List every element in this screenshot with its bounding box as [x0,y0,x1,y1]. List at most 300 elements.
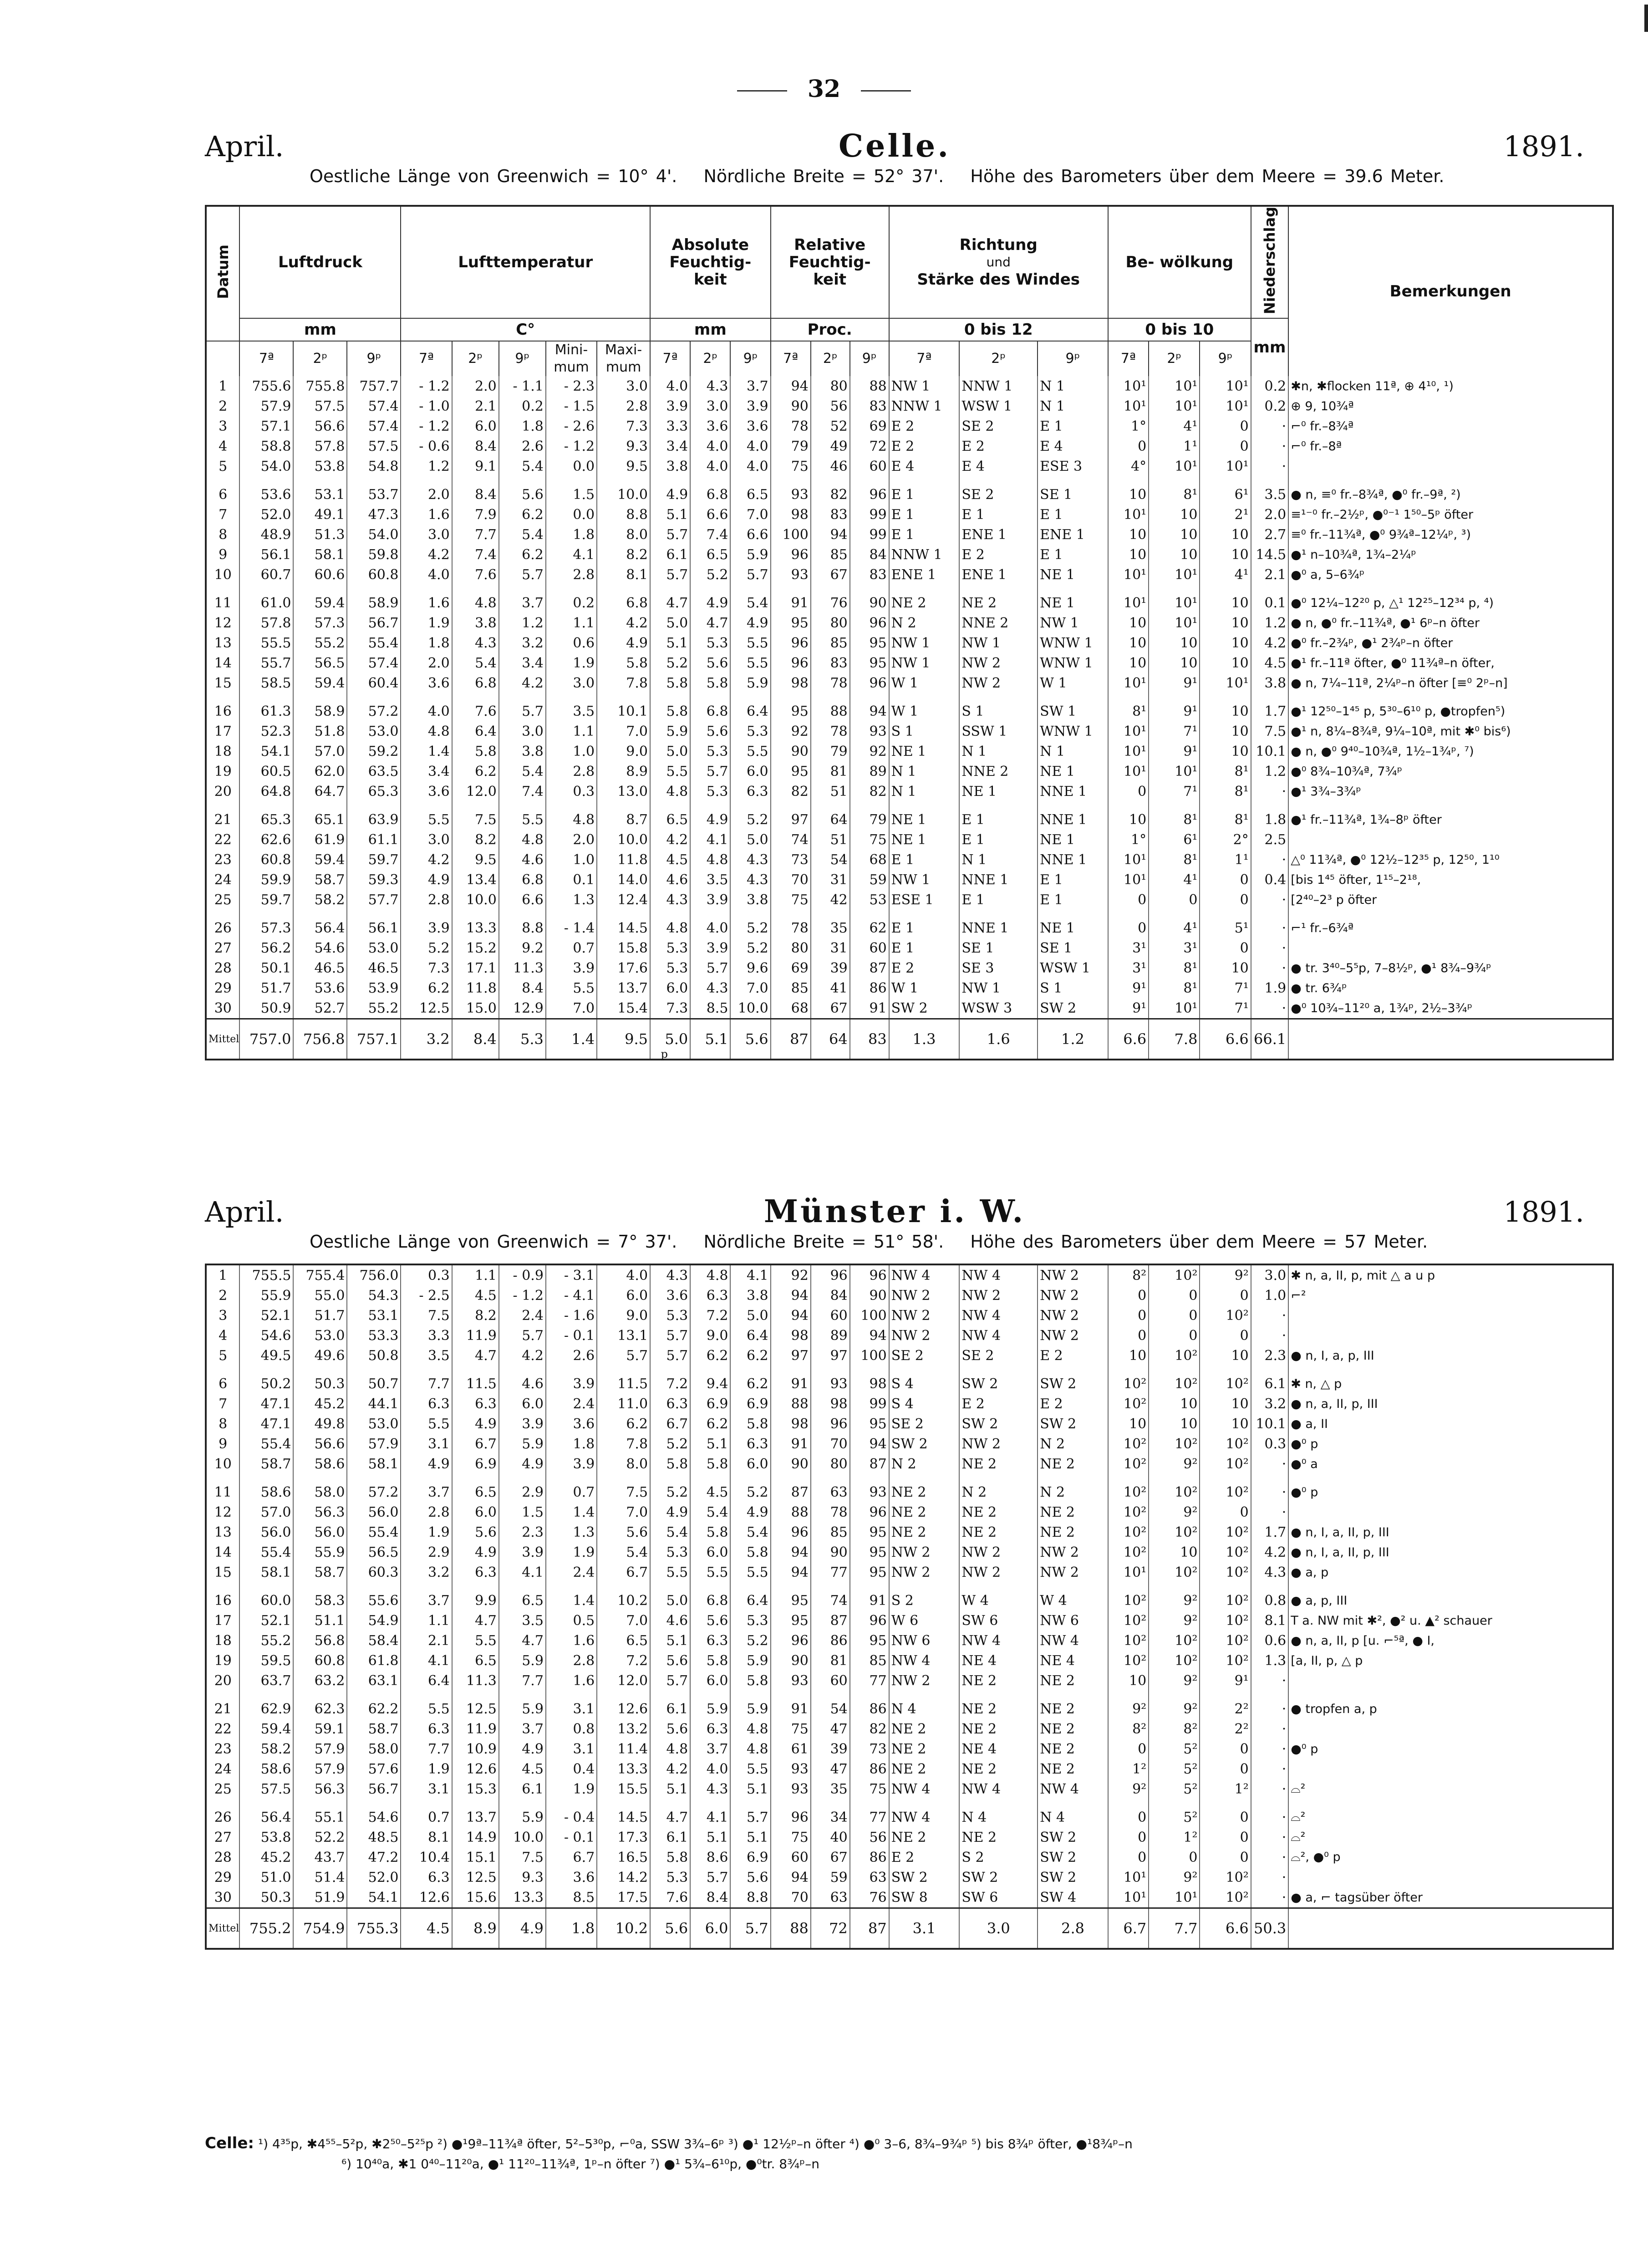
value-cell: 5.5 [546,978,597,998]
value-cell: NNW 1 [889,396,960,416]
value-cell: 5.5 [401,1414,452,1434]
value-cell: 6.3 [452,1562,499,1582]
value-cell: 5.5 [401,801,452,830]
value-cell: 0.4 [546,1759,597,1779]
value-cell: 6.3 [730,1434,770,1454]
value-cell: NNE 2 [959,761,1038,781]
value-cell: 4.1 [730,1264,770,1285]
value-cell: 4.9 [730,613,770,633]
table-row [206,1394,1613,1414]
value-cell: 85 [811,1522,850,1542]
value-cell: 81 [811,761,850,781]
table-row [206,1502,1613,1522]
value-cell: 5² [1149,1799,1200,1827]
value-cell: 10.1 [1251,1414,1288,1434]
value-cell: 67 [811,1847,850,1867]
value-cell: 53 [850,890,889,910]
value-cell: 5.4 [499,525,546,545]
value-cell: 87 [811,1611,850,1631]
table-row [206,565,1613,585]
value-cell: 4¹ [1149,416,1200,436]
value-cell: 6.3 [730,781,770,801]
value-cell: 3.5 [690,870,730,890]
value-cell: NE 2 [1038,1739,1108,1759]
value-cell: 4.3 [1251,1562,1288,1582]
value-cell: · [1251,1691,1288,1719]
value-cell: 60.5 [239,761,293,781]
value-cell: 5.4 [597,1542,650,1562]
table-row [206,1366,1613,1394]
value-cell: 62.6 [239,830,293,850]
value-cell: 12.5 [452,1691,499,1719]
value-cell: 8.4 [452,436,499,456]
value-cell: 3.2 [1251,1394,1288,1414]
value-cell: 47.2 [347,1847,401,1867]
value-cell: 83 [850,396,889,416]
value-cell: 8.7 [597,801,650,830]
value-cell: 6.8 [690,693,730,721]
value-cell: 63.2 [293,1671,347,1691]
remark-cell: ●⁰ fr.–2¾ᵖ, ●¹ 2¾ᵖ–n öfter [1288,633,1613,653]
value-cell: 0.1 [546,870,597,890]
remark-cell: ● n, a, II, p, III [1288,1394,1613,1414]
value-cell: 10² [1149,1562,1200,1582]
value-cell: 7.7 [401,1366,452,1394]
col-2p: 2ᵖ [452,341,499,376]
value-cell: E 1 [959,505,1038,525]
mean-cell: 7.8 [1149,1019,1200,1060]
value-cell: 90 [771,396,811,416]
value-cell: - 0.1 [546,1325,597,1346]
value-cell: NW 1 [889,376,960,396]
value-cell: 10.0 [452,890,499,910]
value-cell: 45.2 [293,1394,347,1414]
value-cell: 5.7 [650,1346,690,1366]
value-cell: 11.9 [452,1325,499,1346]
value-cell: 10¹ [1108,565,1149,585]
value-cell: 58.0 [293,1474,347,1502]
value-cell: NW 1 [959,633,1038,653]
value-cell: 55.9 [239,1285,293,1305]
value-cell: 10² [1108,1631,1149,1651]
value-cell: 4.9 [690,585,730,613]
value-cell: 15.4 [597,998,650,1019]
value-cell: 10 [1108,653,1149,673]
table-row [206,545,1613,565]
value-cell: NE 2 [959,1719,1038,1739]
value-cell: 56.5 [293,653,347,673]
value-cell: 59.3 [347,870,401,890]
value-cell: 9¹ [1149,741,1200,761]
value-cell: ENE 1 [889,565,960,585]
value-cell: 7.9 [452,505,499,525]
value-cell: NE 2 [889,1719,960,1739]
remark-cell: ●¹ n, 8¼–8¾ª, 9¼–10ª, mit ✱⁰ bis⁶) [1288,721,1613,741]
value-cell: 1.8 [1251,801,1288,830]
value-cell: NE 2 [1038,1454,1108,1474]
remark-cell: ⌐¹ fr.–6¾ª [1288,910,1613,938]
value-cell: 13.0 [597,781,650,801]
value-cell: 94 [771,1562,811,1582]
value-cell: 7¹ [1200,978,1251,998]
value-cell: 755.5 [239,1264,293,1285]
value-cell: 10² [1149,1631,1200,1651]
value-cell: SE 2 [889,1346,960,1366]
value-cell: 96 [771,653,811,673]
value-cell: 1.5 [499,1502,546,1522]
value-cell: 80 [811,1454,850,1474]
value-cell: NW 1 [1038,613,1108,633]
value-cell: N 1 [1038,376,1108,396]
value-cell: NE 2 [889,1827,960,1847]
value-cell: 17.5 [597,1887,650,1908]
value-cell: E 2 [1038,1346,1108,1366]
value-cell: 3.5 [1251,476,1288,505]
value-cell: 6.4 [730,693,770,721]
value-cell: E 1 [889,505,960,525]
table-row [206,1264,1613,1285]
value-cell: 4.6 [499,850,546,870]
value-cell: 93 [811,1366,850,1394]
value-cell: 10² [1200,1867,1251,1887]
value-cell: 2.0 [401,476,452,505]
value-cell: 51.7 [293,1305,347,1325]
value-cell: 6.5 [650,801,690,830]
value-cell: 4.5 [690,1474,730,1502]
value-cell: - 2.5 [401,1285,452,1305]
value-cell: 47.1 [239,1414,293,1434]
value-cell: 2.8 [401,1502,452,1522]
value-cell: NNE 1 [959,910,1038,938]
value-cell: 52.1 [239,1305,293,1325]
value-cell: W 6 [889,1611,960,1631]
table-row [206,1631,1613,1651]
value-cell: 0 [1108,781,1149,801]
day-cell: 26 [206,910,239,938]
value-cell: 5.9 [499,1651,546,1671]
remark-cell [1288,1671,1613,1691]
value-cell: 12.5 [452,1867,499,1887]
value-cell: 10² [1200,1631,1251,1651]
value-cell: 6.2 [690,1346,730,1366]
mean-cell: 1.3 [889,1019,960,1060]
value-cell: 58.6 [239,1474,293,1502]
table-row [206,1305,1613,1325]
value-cell: 5.0 [650,741,690,761]
value-cell: 57.5 [239,1779,293,1799]
value-cell: 10.2 [597,1582,650,1611]
value-cell: 2¹ [1200,505,1251,525]
value-cell: 91 [850,1582,889,1611]
value-cell: 57.5 [293,396,347,416]
value-cell: NE 2 [959,585,1038,613]
value-cell: 86 [850,1691,889,1719]
value-cell: 4.0 [401,693,452,721]
value-cell: 96 [850,1502,889,1522]
day-cell: 9 [206,1434,239,1454]
value-cell: 6.6 [499,890,546,910]
value-cell: NW 2 [1038,1542,1108,1562]
table-row [206,1651,1613,1671]
value-cell: NNE 1 [1038,850,1108,870]
value-cell: 4.5 [1251,653,1288,673]
remark-cell: ● n, I, a, II, p, III [1288,1522,1613,1542]
value-cell: 8¹ [1149,476,1200,505]
value-cell: N 4 [1038,1799,1108,1827]
value-cell: 98 [771,1325,811,1346]
value-cell: 12.0 [452,781,499,801]
value-cell: · [1251,436,1288,456]
value-cell: 95 [771,1582,811,1611]
value-cell: 88 [771,1394,811,1414]
col-2p: 2ᵖ [690,341,730,376]
mean-cell: 1.4 [546,1019,597,1060]
value-cell: 60.8 [293,1651,347,1671]
value-cell: 8.8 [730,1887,770,1908]
value-cell: 0 [1108,1799,1149,1827]
value-cell: 10 [1200,958,1251,978]
value-cell: 3.3 [650,416,690,436]
mean-cell: 6.6 [1200,1019,1251,1060]
value-cell: 5.3 [650,1305,690,1325]
value-cell: 5.5 [452,1631,499,1651]
value-cell: 65.3 [347,781,401,801]
value-cell: 0 [1149,1285,1200,1305]
value-cell: 6.2 [730,1366,770,1394]
value-cell: - 1.1 [499,376,546,396]
value-cell: 56.5 [347,1542,401,1562]
value-cell: 17.1 [452,958,499,978]
col-9p: 9ᵖ [850,341,889,376]
value-cell: NE 2 [1038,1502,1108,1522]
page-number: 32 [0,75,1648,103]
value-cell: 53.1 [293,476,347,505]
value-cell: 10² [1200,1454,1251,1474]
mean-cell: 5.0 [650,1019,690,1060]
value-cell: 17.3 [597,1827,650,1847]
value-cell: 57.4 [347,653,401,673]
remark-cell: ● a, p [1288,1562,1613,1582]
value-cell: 756.0 [347,1264,401,1285]
table-row [206,1414,1613,1434]
value-cell: 10² [1200,1887,1251,1908]
value-cell: 95 [850,1542,889,1562]
mean-cell [1288,1908,1613,1949]
remark-cell: ● tr. 6¾ᵖ [1288,978,1613,998]
value-cell: 10¹ [1149,376,1200,396]
day-cell: 30 [206,998,239,1019]
value-cell: 4.1 [401,1651,452,1671]
value-cell: 93 [771,1779,811,1799]
value-cell: ENE 1 [959,525,1038,545]
value-cell: SW 6 [959,1887,1038,1908]
value-cell: 1.4 [546,1502,597,1522]
value-cell: NW 4 [959,1779,1038,1799]
value-cell: 16.5 [597,1847,650,1867]
value-cell: 6.3 [690,1719,730,1739]
day-cell: 15 [206,1562,239,1582]
value-cell: 10 [1149,525,1200,545]
value-cell: 5.9 [650,721,690,741]
value-cell: 70 [771,870,811,890]
value-cell: SW 2 [959,1366,1038,1394]
value-cell: 60.6 [293,565,347,585]
value-cell: NE 1 [1038,830,1108,850]
value-cell: 10¹ [1200,376,1251,396]
value-cell: 10² [1149,1522,1200,1542]
value-cell: 2.4 [546,1562,597,1582]
value-cell: 0 [1149,890,1200,910]
value-cell: SW 2 [1038,1827,1108,1847]
value-cell: 8.2 [452,830,499,850]
value-cell: NW 2 [889,1671,960,1691]
value-cell: 70 [771,1887,811,1908]
value-cell: · [1251,1305,1288,1325]
value-cell: 2.6 [499,436,546,456]
value-cell: 70 [811,1434,850,1454]
header-rel-feuchtigkeit: Relative Feuchtig- keit [788,236,871,289]
value-cell: 59.5 [239,1651,293,1671]
value-cell: 11.5 [452,1366,499,1394]
value-cell: 10¹ [1149,396,1200,416]
table-row [206,998,1613,1019]
value-cell: 8.0 [597,1454,650,1474]
value-cell: 0 [1200,1325,1251,1346]
value-cell: 0.7 [546,1474,597,1502]
value-cell: 9.2 [499,938,546,958]
value-cell: 5.9 [499,1799,546,1827]
value-cell: 755.6 [239,376,293,396]
day-cell: 15 [206,673,239,693]
remark-cell [1288,1719,1613,1739]
day-cell: 28 [206,1847,239,1867]
value-cell: SE 2 [959,416,1038,436]
value-cell: 52.2 [293,1827,347,1847]
day-cell: 4 [206,1325,239,1346]
value-cell: 8.5 [690,998,730,1019]
value-cell: 12.6 [597,1691,650,1719]
value-cell: 8.1 [401,1827,452,1847]
value-cell: 64.8 [239,781,293,801]
value-cell: NW 4 [889,1779,960,1799]
value-cell: 63 [811,1474,850,1502]
value-cell: 48.9 [239,525,293,545]
value-cell: SW 2 [889,1434,960,1454]
value-cell: 11.3 [452,1671,499,1691]
value-cell: 11.8 [452,978,499,998]
day-cell: 12 [206,1502,239,1522]
day-cell: 10 [206,1454,239,1474]
header-bewolkung: Be- wölkung [1125,253,1234,272]
value-cell: 10² [1200,1542,1251,1562]
value-cell: 78 [811,721,850,741]
remark-cell: ⌐² [1288,1285,1613,1305]
header-datum: Datum [214,245,232,299]
value-cell: 56.3 [293,1502,347,1522]
value-cell: 4.2 [650,1759,690,1779]
value-cell: 80 [811,613,850,633]
value-cell: 59.7 [239,890,293,910]
value-cell: 10 [1108,613,1149,633]
mean-cell: 5.6 [730,1019,770,1060]
value-cell: 57.1 [239,416,293,436]
table-body [206,376,1613,1060]
value-cell: 1.6 [401,585,452,613]
value-cell: 3.4 [401,761,452,781]
value-cell: 48.5 [347,1827,401,1847]
value-cell: NW 4 [1038,1631,1108,1651]
value-cell: 10² [1200,1305,1251,1325]
value-cell: 53.6 [239,476,293,505]
table-row [206,870,1613,890]
value-cell: 9² [1149,1611,1200,1631]
value-cell: 5.6 [452,1522,499,1542]
value-cell: NW 2 [1038,1562,1108,1582]
value-cell: 6.2 [690,1414,730,1434]
day-cell: 18 [206,1631,239,1651]
value-cell: 5.3 [650,1542,690,1562]
remark-cell: ●⁰ p [1288,1739,1613,1759]
value-cell: 5.7 [730,565,770,585]
value-cell: E 2 [889,1847,960,1867]
value-cell: 84 [811,1285,850,1305]
value-cell: 10 [1108,1414,1149,1434]
value-cell: 85 [771,978,811,998]
value-cell: 10¹ [1200,456,1251,476]
value-cell: 0.2 [499,396,546,416]
value-cell: 12.9 [499,998,546,1019]
value-cell: 5.6 [650,1719,690,1739]
value-cell: 5.2 [650,1434,690,1454]
value-cell: 0.6 [1251,1631,1288,1651]
value-cell: 63 [811,1887,850,1908]
value-cell: 4.9 [499,1739,546,1759]
value-cell: S 2 [959,1847,1038,1867]
value-cell: E 2 [889,416,960,436]
value-cell: · [1251,1474,1288,1502]
value-cell: 15.0 [452,998,499,1019]
value-cell: 60.8 [347,565,401,585]
value-cell: 8.0 [597,525,650,545]
value-cell: 56.1 [347,910,401,938]
table-row [206,1582,1613,1611]
day-cell: 13 [206,633,239,653]
value-cell: 7.7 [499,1671,546,1691]
value-cell: 3.9 [499,1414,546,1434]
value-cell: NW 2 [889,1325,960,1346]
value-cell: 94 [771,1305,811,1325]
value-cell: 97 [771,801,811,830]
value-cell: N 1 [889,761,960,781]
value-cell: 80 [811,376,850,396]
day-cell: 1 [206,376,239,396]
value-cell: 3.9 [690,890,730,910]
mean-cell: 87 [771,1019,811,1060]
value-cell: 5.2 [730,910,770,938]
value-cell: 96 [811,1414,850,1434]
value-cell: 10 [1108,545,1149,565]
value-cell: NE 2 [889,1502,960,1522]
value-cell: 6.2 [730,1346,770,1366]
value-cell: NE 1 [889,830,960,850]
value-cell: 15.6 [452,1887,499,1908]
coordinates [310,166,1464,186]
value-cell: 0 [1108,1739,1149,1759]
value-cell: 51.1 [293,1611,347,1631]
value-cell: 90 [771,1454,811,1474]
value-cell: E 1 [1038,505,1108,525]
value-cell: 5.3 [690,741,730,761]
